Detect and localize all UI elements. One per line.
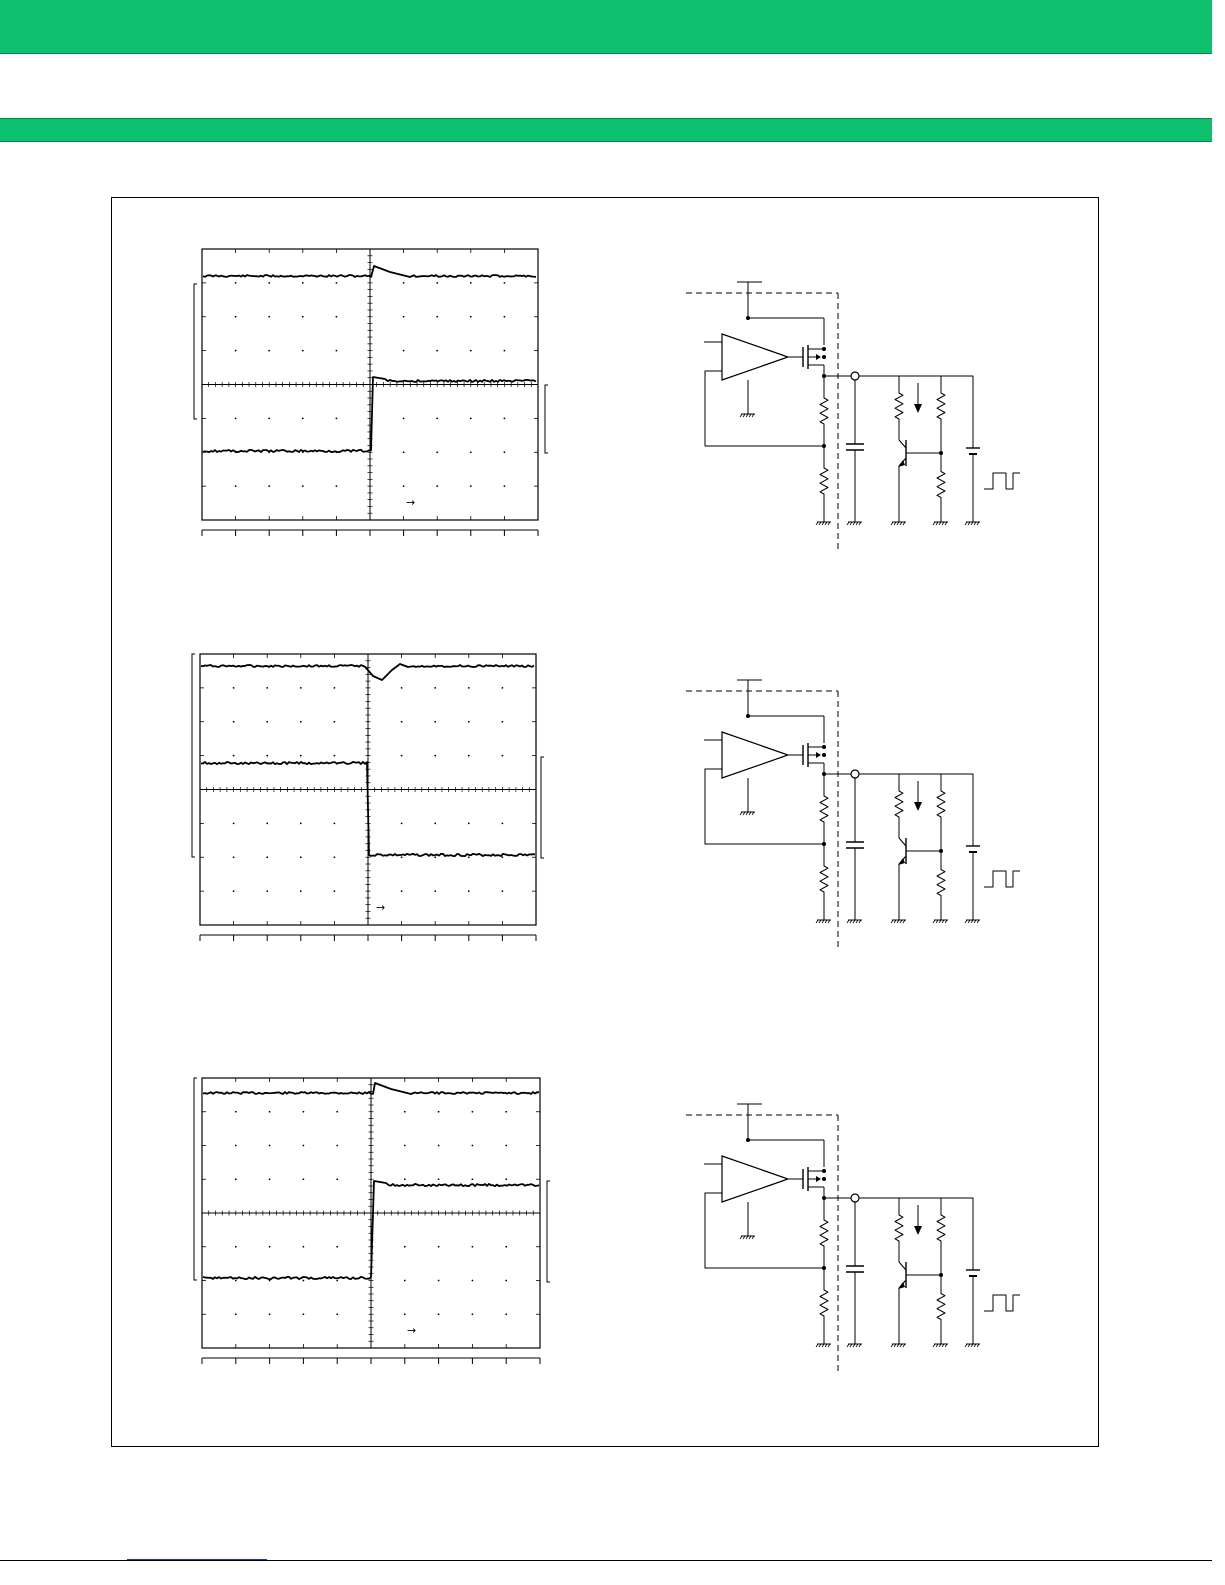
output-terminal: [851, 1194, 859, 1202]
load-transistor-icon: [898, 838, 941, 865]
source-ground-icon: [965, 1338, 980, 1347]
bias-resistor-top: [937, 386, 945, 426]
bias-ground-icon: [933, 1338, 948, 1347]
trace-load-current: [201, 762, 535, 856]
source-ground-icon: [965, 914, 980, 923]
bias-ground-icon: [933, 914, 948, 923]
feedback-line: [705, 1193, 824, 1268]
left-scale-bracket: [194, 284, 197, 419]
scope-2: [192, 654, 544, 941]
square-wave-icon: [984, 1295, 1020, 1311]
divider-ground-icon: [816, 1338, 831, 1347]
left-scale-bracket: [192, 654, 195, 857]
right-scale-bracket: [545, 385, 548, 453]
output-terminal: [851, 372, 859, 380]
transistor-ground-icon: [891, 914, 906, 923]
time-base-arrow: →: [407, 1324, 417, 1337]
footer-rule: [0, 1560, 1212, 1561]
pass-transistor-icon: [803, 345, 826, 376]
load-resistor: [895, 784, 903, 824]
right-scale-bracket: [541, 757, 544, 858]
feedback-resistor-bottom: [820, 844, 828, 914]
time-base-arrow: →: [376, 901, 386, 914]
feedback-resistor-top: [820, 1198, 828, 1268]
feedback-line: [705, 371, 824, 446]
right-scale-bracket: [547, 1181, 550, 1282]
bias-resistor-top: [937, 1208, 945, 1248]
load-resistor: [895, 1208, 903, 1248]
square-wave-icon: [984, 473, 1020, 489]
schematic-2: [686, 680, 1020, 948]
transistor-ground-icon: [891, 1338, 906, 1347]
scope-1: [194, 249, 548, 536]
divider-ground-icon: [816, 914, 831, 923]
amp-ground-icon: [740, 1230, 755, 1239]
feedback-line: [705, 769, 824, 844]
error-amplifier: [722, 732, 788, 778]
schematic-1: [686, 282, 1020, 550]
load-resistor: [895, 386, 903, 426]
load-transistor-icon: [898, 1262, 941, 1289]
feedback-resistor-top: [820, 774, 828, 844]
error-amplifier: [722, 1156, 788, 1202]
cap-ground-icon: [847, 914, 862, 923]
bias-resistor-bottom: [937, 1275, 945, 1338]
feedback-resistor-bottom: [820, 1268, 828, 1338]
pass-transistor-icon: [803, 743, 826, 774]
error-amplifier: [722, 334, 788, 380]
bias-resistor-bottom: [937, 851, 945, 914]
cap-ground-icon: [847, 1338, 862, 1347]
left-scale-bracket: [194, 1078, 197, 1280]
time-base-arrow: →: [406, 496, 416, 509]
bias-ground-icon: [933, 516, 948, 525]
divider-ground-icon: [816, 516, 831, 525]
cap-ground-icon: [847, 516, 862, 525]
square-wave-icon: [984, 871, 1020, 887]
transistor-ground-icon: [891, 516, 906, 525]
scope-3: [194, 1078, 550, 1364]
amp-ground-icon: [740, 806, 755, 815]
bias-resistor-top: [937, 784, 945, 824]
footer-link[interactable]: [127, 1553, 267, 1560]
pass-transistor-icon: [803, 1167, 826, 1198]
schematic-3: [686, 1104, 1020, 1372]
load-transistor-icon: [898, 440, 941, 467]
source-ground-icon: [965, 516, 980, 525]
feedback-resistor-top: [820, 376, 828, 446]
amp-ground-icon: [740, 408, 755, 417]
bias-resistor-bottom: [937, 453, 945, 516]
feedback-resistor-bottom: [820, 446, 828, 516]
output-terminal: [851, 770, 859, 778]
